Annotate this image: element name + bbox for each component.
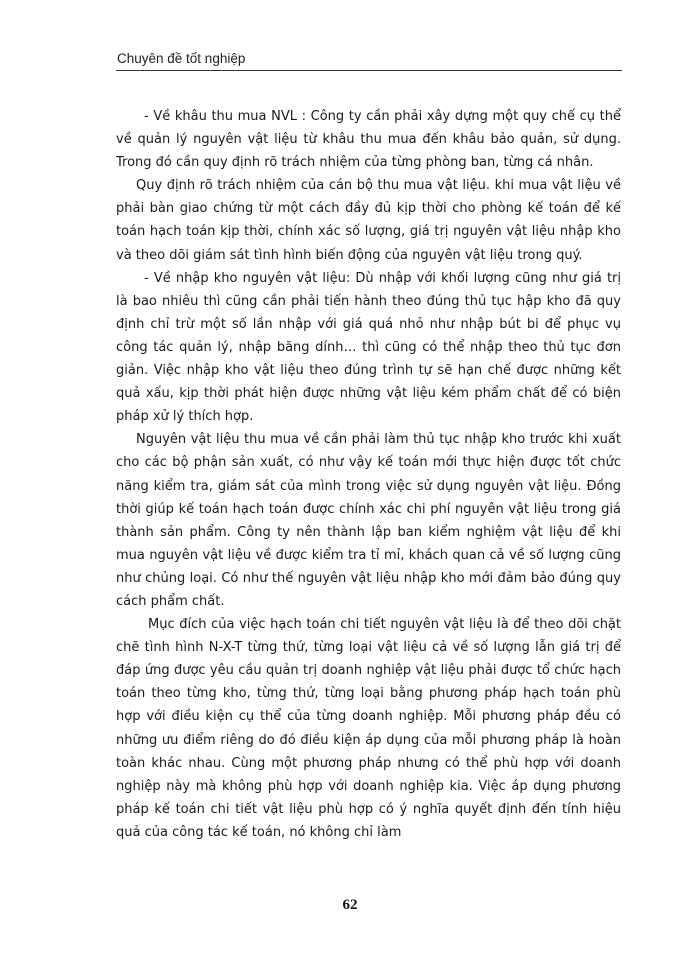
paragraph-responsibility: Quy định rõ trách nhiệm của cán bộ thu mua vật liệu. khi mua vật liệu về phải bàn giao chứng từ một cách đầy đủ kịp thời cho phòng kế toán để kế toán hạch toán kịp thời, chính xác số lượng, giá trị nguyên vật liệu nhập kho và theo dõi giám sát tình hình biến động của nguyên vật liệu trong quý. (116, 178, 621, 263)
paragraph-purchasing: - Về khâu thu mua NVL : Công ty cần phải xây dựng một quy chế cụ thể về quản lý nguyên vật liệu từ khâu thu mua đến khâu bảo quản, sử dụng. Trong đó cần quy định rõ trách nhiệm của từng phòng ban, từng cá nhân. (116, 109, 621, 171)
running-header: Chuyên đề tốt nghiệp (117, 51, 246, 66)
paragraph-intake-procedure: Nguyên vật liệu thu mua về cần phải làm thủ tục nhập kho trước khi xuất cho các bộ phận sản xuất, có như vậy kế toán mới thực hiện được tốt chức năng kiểm tra, giám sát của mình trong việc sử dụng nguyên vật liệu. Đồng thời giúp kế toán hạch toán được chính xác chi phí nguyên vật liệu trong giá thành sản phẩm. Công ty nên thành lập ban kiểm nghiệm vật liệu để khi mua nguyên vật liệu về được kiểm tra tỉ mỉ, khách quan cả về số lượng cũng như chủng loại. Có như thế nguyên vật liệu nhập kho mới đảm bảo đúng quy cách phẩm chất. (116, 432, 621, 609)
paragraph-detailed-accounting: Mục đích của việc hạch toán chi tiết nguyên vật liệu là để theo dõi chặt chẽ tình hình N-X-T từng thứ, từng loại vật liệu cả về số lượng lẫn giá trị để đáp ứng được yêu cầu quản trị doanh nghiệp vật liệu phải được tổ chức hạch toán theo từng kho, từng thứ, từng loại bằng phương pháp hạch toán phù hợp với điều kiện cụ thể của từng doanh nghiệp. Mỗi phương pháp đều có những ưu điểm riêng do đó điều kiện áp dụng của mỗi phương pháp là hoàn toàn khác nhau. Cùng một phương pháp nhưng có thể phù hợp với doanh nghiệp này mà không phù hợp với doanh nghiệp kia. Việc áp dụng phương pháp kế toán chi tiết vật liệu phù hợp có ý nghĩa quyết định đến tính hiệu quả của công tác kế toán, nó không chỉ làm (116, 617, 621, 840)
paragraph-warehouse-intake: - Về nhập kho nguyên vật liệu: Dù nhập với khối lượng cũng như giá trị là bao nhiêu thì cũng cần phải tiến hành theo đúng thủ tục hập kho đã quy định chỉ trừ một số lần nhập với giá quá nhỏ như nhập bút bi để phục vụ công tác quản lý, nhập băng dính… thì cũng có thể nhập theo thủ tục đơn giản. Việc nhập kho vật liệu theo đúng trình tự sẽ hạn chế được những kết quả xấu, kịp thời phát hiện được những vật liệu kém phẩm chất để có biện pháp xử lý thích hợp. (116, 270, 621, 425)
header-rule (116, 70, 622, 71)
page-number: 62 (342, 897, 358, 913)
document-body (116, 105, 621, 844)
